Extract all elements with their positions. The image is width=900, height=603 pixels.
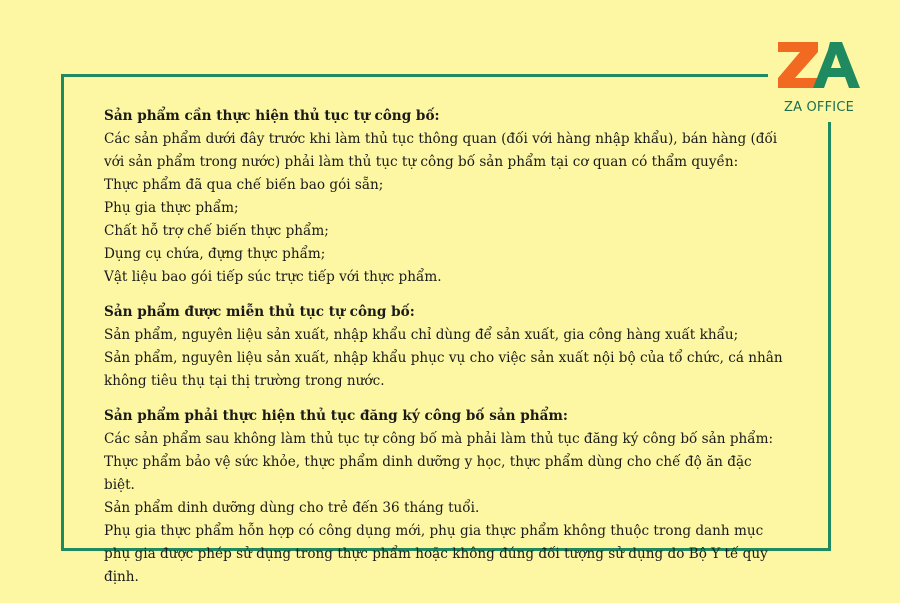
section-heading: Sản phẩm phải thực hiện thủ tục đăng ký công bố sản phẩm:: [104, 408, 568, 424]
section-line: Sản phẩm, nguyên liệu sản xuất, nhập khẩu phục vụ cho việc sản xuất nội bộ của tổ chức, cá nhân không tiêu thụ tại thị trường trong nước.: [104, 350, 783, 389]
section-line: Phụ gia thực phẩm hỗn hợp có công dụng mới, phụ gia thực phẩm không thuộc trong danh mục phụ gia được phép sử dụng trong thực phẩm hoặc không đúng đối tượng sử dụng do Bộ Y tế quy định.: [104, 523, 768, 585]
section-self-declaration: [104, 105, 784, 289]
document-body: [104, 105, 784, 601]
section-heading: Sản phẩm được miễn thủ tục tự công bố:: [104, 304, 415, 320]
section-line: Dụng cụ chứa, đựng thực phẩm;: [104, 246, 326, 262]
section-line: Sản phẩm, nguyên liệu sản xuất, nhập khẩu chỉ dùng để sản xuất, gia công hàng xuất khẩu;: [104, 327, 739, 343]
section-line: Vật liệu bao gói tiếp súc trực tiếp với thực phẩm.: [104, 269, 442, 285]
section-line: Phụ gia thực phẩm;: [104, 200, 239, 216]
section-line: Thực phẩm bảo vệ sức khỏe, thực phẩm dinh dưỡng y học, thực phẩm dùng cho chế độ ăn đặc biệt.: [104, 454, 752, 493]
logo-letter-z: [778, 42, 818, 88]
section-registration: [104, 405, 784, 589]
za-logo-mark: [778, 42, 860, 98]
section-heading: Sản phẩm cần thực hiện thủ tục tự công bố:: [104, 108, 440, 124]
za-office-logo: [778, 42, 860, 118]
section-exempt: [104, 301, 784, 393]
logo-text: ZA OFFICE: [783, 100, 855, 115]
section-line: Chất hỗ trợ chế biến thực phẩm;: [104, 223, 329, 239]
section-line: Các sản phẩm dưới đây trước khi làm thủ tục thông quan (đối với hàng nhập khẩu), bán hàng (đối với sản phẩm trong nước) phải làm thủ tục tự công bố sản phẩm tại cơ quan có thẩm quyền:: [104, 131, 778, 170]
section-line: Các sản phẩm sau không làm thủ tục tự công bố mà phải làm thủ tục đăng ký công bố sản phẩm:: [104, 431, 774, 447]
section-line: Thực phẩm đã qua chế biến bao gói sẵn;: [104, 177, 384, 193]
section-line: Sản phẩm dinh dưỡng dùng cho trẻ đến 36 tháng tuổi.: [104, 500, 480, 516]
